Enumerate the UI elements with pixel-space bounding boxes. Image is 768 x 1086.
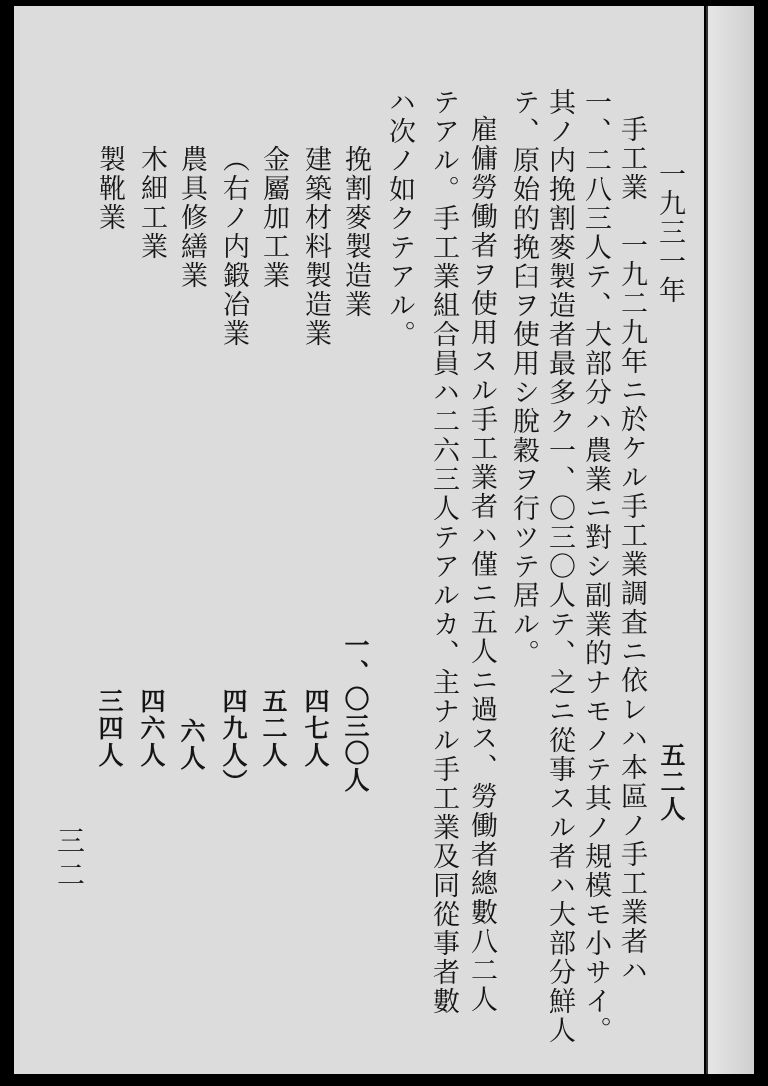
body-line: 其ノ内挽割麥製造者最多ク一、〇三〇人テ、之ニ從事スル者ハ大部分鮮人 <box>544 88 575 1045</box>
industry-name: （右ノ内鍛冶業 <box>218 145 249 348</box>
industry-name: 建築材料製造業 <box>300 145 331 348</box>
industry-count: 四七人 <box>301 688 330 769</box>
year-heading: 一九三一年 <box>654 160 685 305</box>
industry-count: 五二人 <box>259 688 288 769</box>
industry-name: 挽割麥製造業 <box>340 145 371 319</box>
header-count: 五二人 <box>657 742 686 823</box>
body-line: 手工業 一九二九年ニ於ケル手工業調査ニ依レハ本區ノ手工業者ハ <box>616 115 647 985</box>
body-line: テアル。手工業組合員ハ二六三人テアルカ、主ナル手工業及同從事者數 <box>428 88 459 1016</box>
industry-name: 木細工業 <box>136 145 167 261</box>
industry-count: 四六人 <box>137 688 166 769</box>
body-line: 一、二八三人テ、大部分ハ農業ニ對シ副業的ナモノテ其ノ規模モ小サイ。 <box>580 88 611 1045</box>
industry-count: 四九人） <box>219 688 248 796</box>
body-line: 雇傭勞働者ヲ使用スル手工業者ハ僅ニ五人ニ過ス、勞働者總數八二人 <box>466 115 497 1014</box>
adjacent-page-edge <box>708 6 754 1074</box>
body-line: ハ次ノ如クテアル。 <box>384 88 415 349</box>
industry-name: 金屬加工業 <box>258 145 289 290</box>
industry-count: 六人 <box>177 718 206 772</box>
industry-name: 農具修繕業 <box>176 145 207 290</box>
industry-count: 三四人 <box>95 688 124 769</box>
industry-count: 一、〇三〇人 <box>341 632 370 794</box>
industry-name: 製靴業 <box>94 145 125 232</box>
body-line: テ、原始的挽臼ヲ使用シ脫穀ヲ行ツテ居ル。 <box>508 88 539 668</box>
page-number: 三二 <box>53 826 86 894</box>
